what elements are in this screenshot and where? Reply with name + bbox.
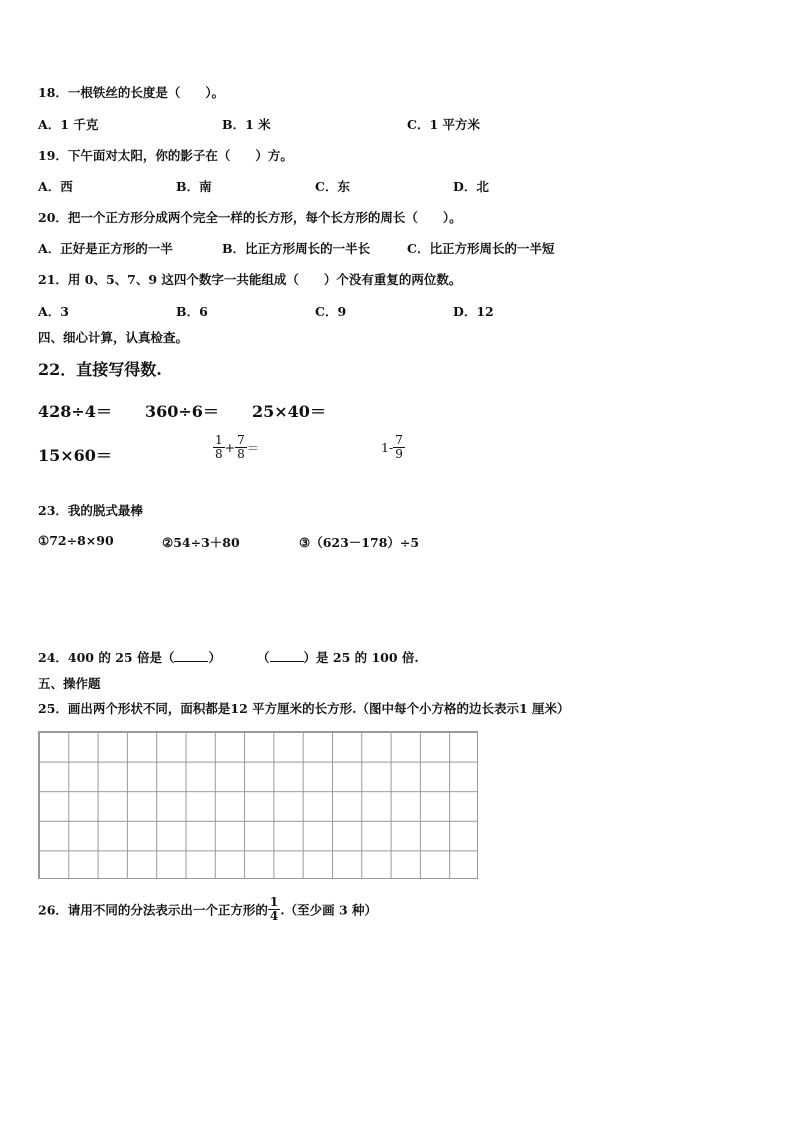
q24-line xyxy=(38,648,221,666)
q22-fraction-sum xyxy=(213,434,259,461)
q19-option-c: C．东 xyxy=(315,179,350,194)
q20-option-c: C．比正方形周长的一半短 xyxy=(407,241,555,256)
q18-option-b: B．1 米 xyxy=(222,117,271,132)
q22-expr-1: 428÷4＝ xyxy=(38,402,112,421)
q26-stem-end: .（至少画 3 种） xyxy=(280,902,378,918)
q23-item-2: ②54÷3＋80 xyxy=(162,535,240,550)
q26-line xyxy=(38,896,377,923)
q24-part2-start: （ xyxy=(257,650,270,665)
answer-blank-2[interactable] xyxy=(270,651,304,662)
q21-option-c: C．9 xyxy=(315,304,347,319)
q24-part2: ）是 25 的 100 倍. xyxy=(303,650,419,665)
q21-option-d: D．12 xyxy=(453,304,494,319)
q22-expr-4: 15×60＝ xyxy=(38,446,112,465)
fraction-one-eighth xyxy=(213,434,225,461)
q18-option-c: C．1 平方米 xyxy=(407,117,480,132)
q21-option-b: B．6 xyxy=(176,304,208,319)
fraction-numerator: 1 xyxy=(269,895,279,909)
fraction-prefix: 1- xyxy=(381,440,394,455)
fraction-seven-ninths xyxy=(393,434,405,461)
q23-stem: 23．我的脱式最棒 xyxy=(38,503,143,518)
fraction-numerator: 7 xyxy=(395,433,403,447)
q20-stem: 20．把一个正方形分成两个完全一样的长方形，每个长方形的周长（ ）。 xyxy=(38,210,462,225)
fraction-denominator: 8 xyxy=(215,447,223,461)
q22-expr-3: 25×40＝ xyxy=(252,402,326,421)
q19-option-b: B．南 xyxy=(176,179,212,194)
plus-sign: + xyxy=(224,440,236,455)
q22-expr-2: 360÷6＝ xyxy=(145,402,219,421)
fraction-denominator: 8 xyxy=(237,447,245,461)
q26-stem: 26．请用不同的分法表示出一个正方形的 xyxy=(38,902,268,918)
section-5-heading: 五、操作题 xyxy=(38,676,101,691)
q23-item-3: ③（623－178）÷5 xyxy=(299,535,420,550)
fraction-denominator: 9 xyxy=(395,447,403,461)
q24-part1-end: ） xyxy=(208,650,221,665)
q23-item-1: ①72÷8×90 xyxy=(38,533,114,548)
fraction-numerator: 1 xyxy=(215,433,223,447)
fraction-numerator: 7 xyxy=(237,433,245,447)
q18-option-a: A．1 千克 xyxy=(38,117,99,132)
q19-option-d: D．北 xyxy=(453,179,489,194)
q21-stem: 21．用 0、5、7、9 这四个数字一共能组成（ ）个没有重复的两位数。 xyxy=(38,272,462,287)
fraction-seven-eighths xyxy=(235,434,247,461)
q20-option-b: B．比正方形周长的一半长 xyxy=(222,241,371,256)
q24-line-2 xyxy=(257,648,419,666)
q19-stem: 19．下午面对太阳，你的影子在（ ）方。 xyxy=(38,148,293,163)
fraction-one-quarter xyxy=(268,896,280,923)
q25-stem: 25．画出两个形状不同，面积都是12 平方厘米的长方形.（图中每个小方格的边长表示1 厘米） xyxy=(38,701,570,716)
q18-stem: 18．一根铁丝的长度是（ ）。 xyxy=(38,85,225,100)
section-4-heading: 四、细心计算，认真检查。 xyxy=(38,330,189,345)
q22-fraction-diff xyxy=(381,434,405,461)
q19-option-a: A．西 xyxy=(38,179,73,194)
q21-option-a: A．3 xyxy=(38,304,69,319)
q20-option-a: A．正好是正方形的一半 xyxy=(38,241,173,256)
drawing-grid[interactable] xyxy=(38,731,478,879)
fraction-denominator: 4 xyxy=(269,909,279,923)
answer-blank-1[interactable] xyxy=(174,651,208,662)
q24-part1: 24．400 的 25 倍是（ xyxy=(38,650,175,665)
q22-stem: 22．直接写得数. xyxy=(38,360,162,379)
equals-sign: ＝ xyxy=(246,440,260,456)
